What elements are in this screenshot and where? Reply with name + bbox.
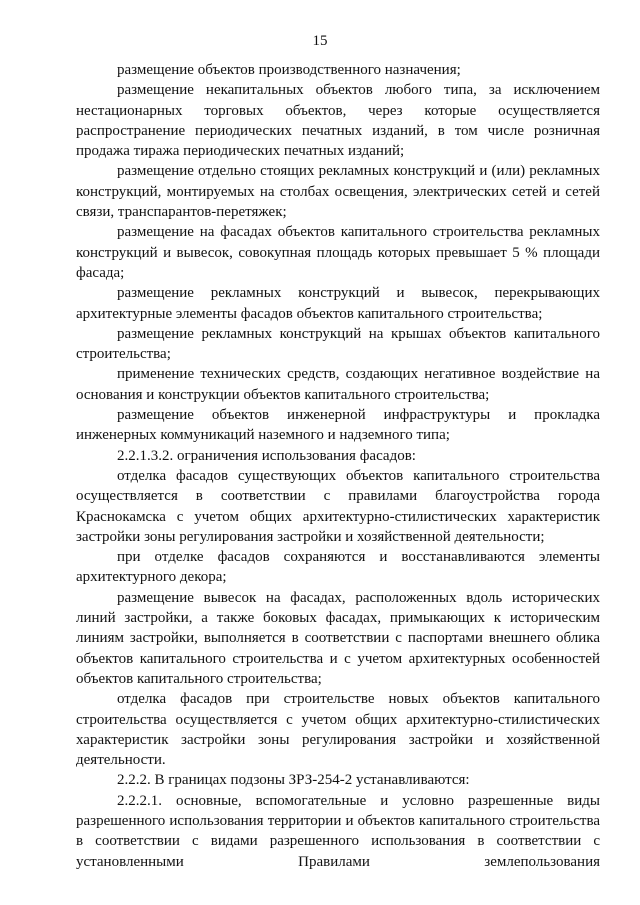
paragraph: 2.2.1.3.2. ограничения использования фасадов: <box>117 447 416 464</box>
paragraph: отделка фасадов при строительстве новых объектов капитального строительства осуществляется с учетом общих архитектурно-стилистических характеристик застройки зоны регулирования застройки и хозяйственной деятельности. <box>76 691 600 769</box>
paragraph: 2.2.2.1. основные, вспомогательные и условно разрешенные виды разрешенного использования территории и объектов капитального строительства в соответствии с видами разрешенного использования в соответствии с установленными Правилами землепользования <box>76 792 600 870</box>
paragraph: размещение объектов производственного назначения; <box>117 62 461 78</box>
paragraph: размещение рекламных конструкций и вывесок, перекрывающих архитектурные элементы фасадов объектов капитального строительства; <box>76 285 600 322</box>
paragraph: размещение рекламных конструкций на крышах объектов капитального строительства; <box>76 325 600 363</box>
page-number: 15 <box>312 33 328 49</box>
paragraph: размещение отдельно стоящих рекламных конструкций и (или) рекламных конструкций, монтируемых на столбах освещения, электрических сетей и сетей связи, транспарантов-перетяжек; <box>76 163 600 221</box>
paragraph: размещение вывесок на фасадах, расположенных вдоль исторических линий застройки, а также боковых фасадах, примыкающих к историческим линиям застройки, выполняется в соответствии с паспортами внешнего облика объектов капитального строительства и с учетом архитектурных особенностей объектов капитального строительства; <box>76 589 600 687</box>
document-body <box>76 60 600 872</box>
paragraph: отделка фасадов существующих объектов капитального строительства осуществляется в соответствии с правилами благоустройства города Краснокамска с учетом общих архитектурно-стилистических характеристик застройки зоны регулирования застройки и хозяйственной деятельности; <box>76 467 600 545</box>
paragraph: при отделке фасадов сохраняются и восстанавливаются элементы архитектурного декора; <box>76 549 600 586</box>
paragraph: размещение некапитальных объектов любого типа, за исключением нестационарных торговых объектов, через которые осуществляется распространение периодических печатных изданий, в том числе розничная продажа тиража периодических печатных изданий; <box>76 82 600 160</box>
paragraph: размещение на фасадах объектов капитального строительства рекламных конструкций и вывесок, совокупная площадь которых превышает 5 % площади фасада; <box>76 224 600 281</box>
paragraph: применение технических средств, создающих негативное воздействие на основания и конструкции объектов капитального строительства; <box>76 366 600 403</box>
paragraph: размещение объектов инженерной инфраструктуры и прокладка инженерных коммуникаций наземного и надземного типа; <box>76 407 600 444</box>
paragraph: 2.2.2. В границах подзоны ЗРЗ-254-2 устанавливаются: <box>117 772 470 789</box>
